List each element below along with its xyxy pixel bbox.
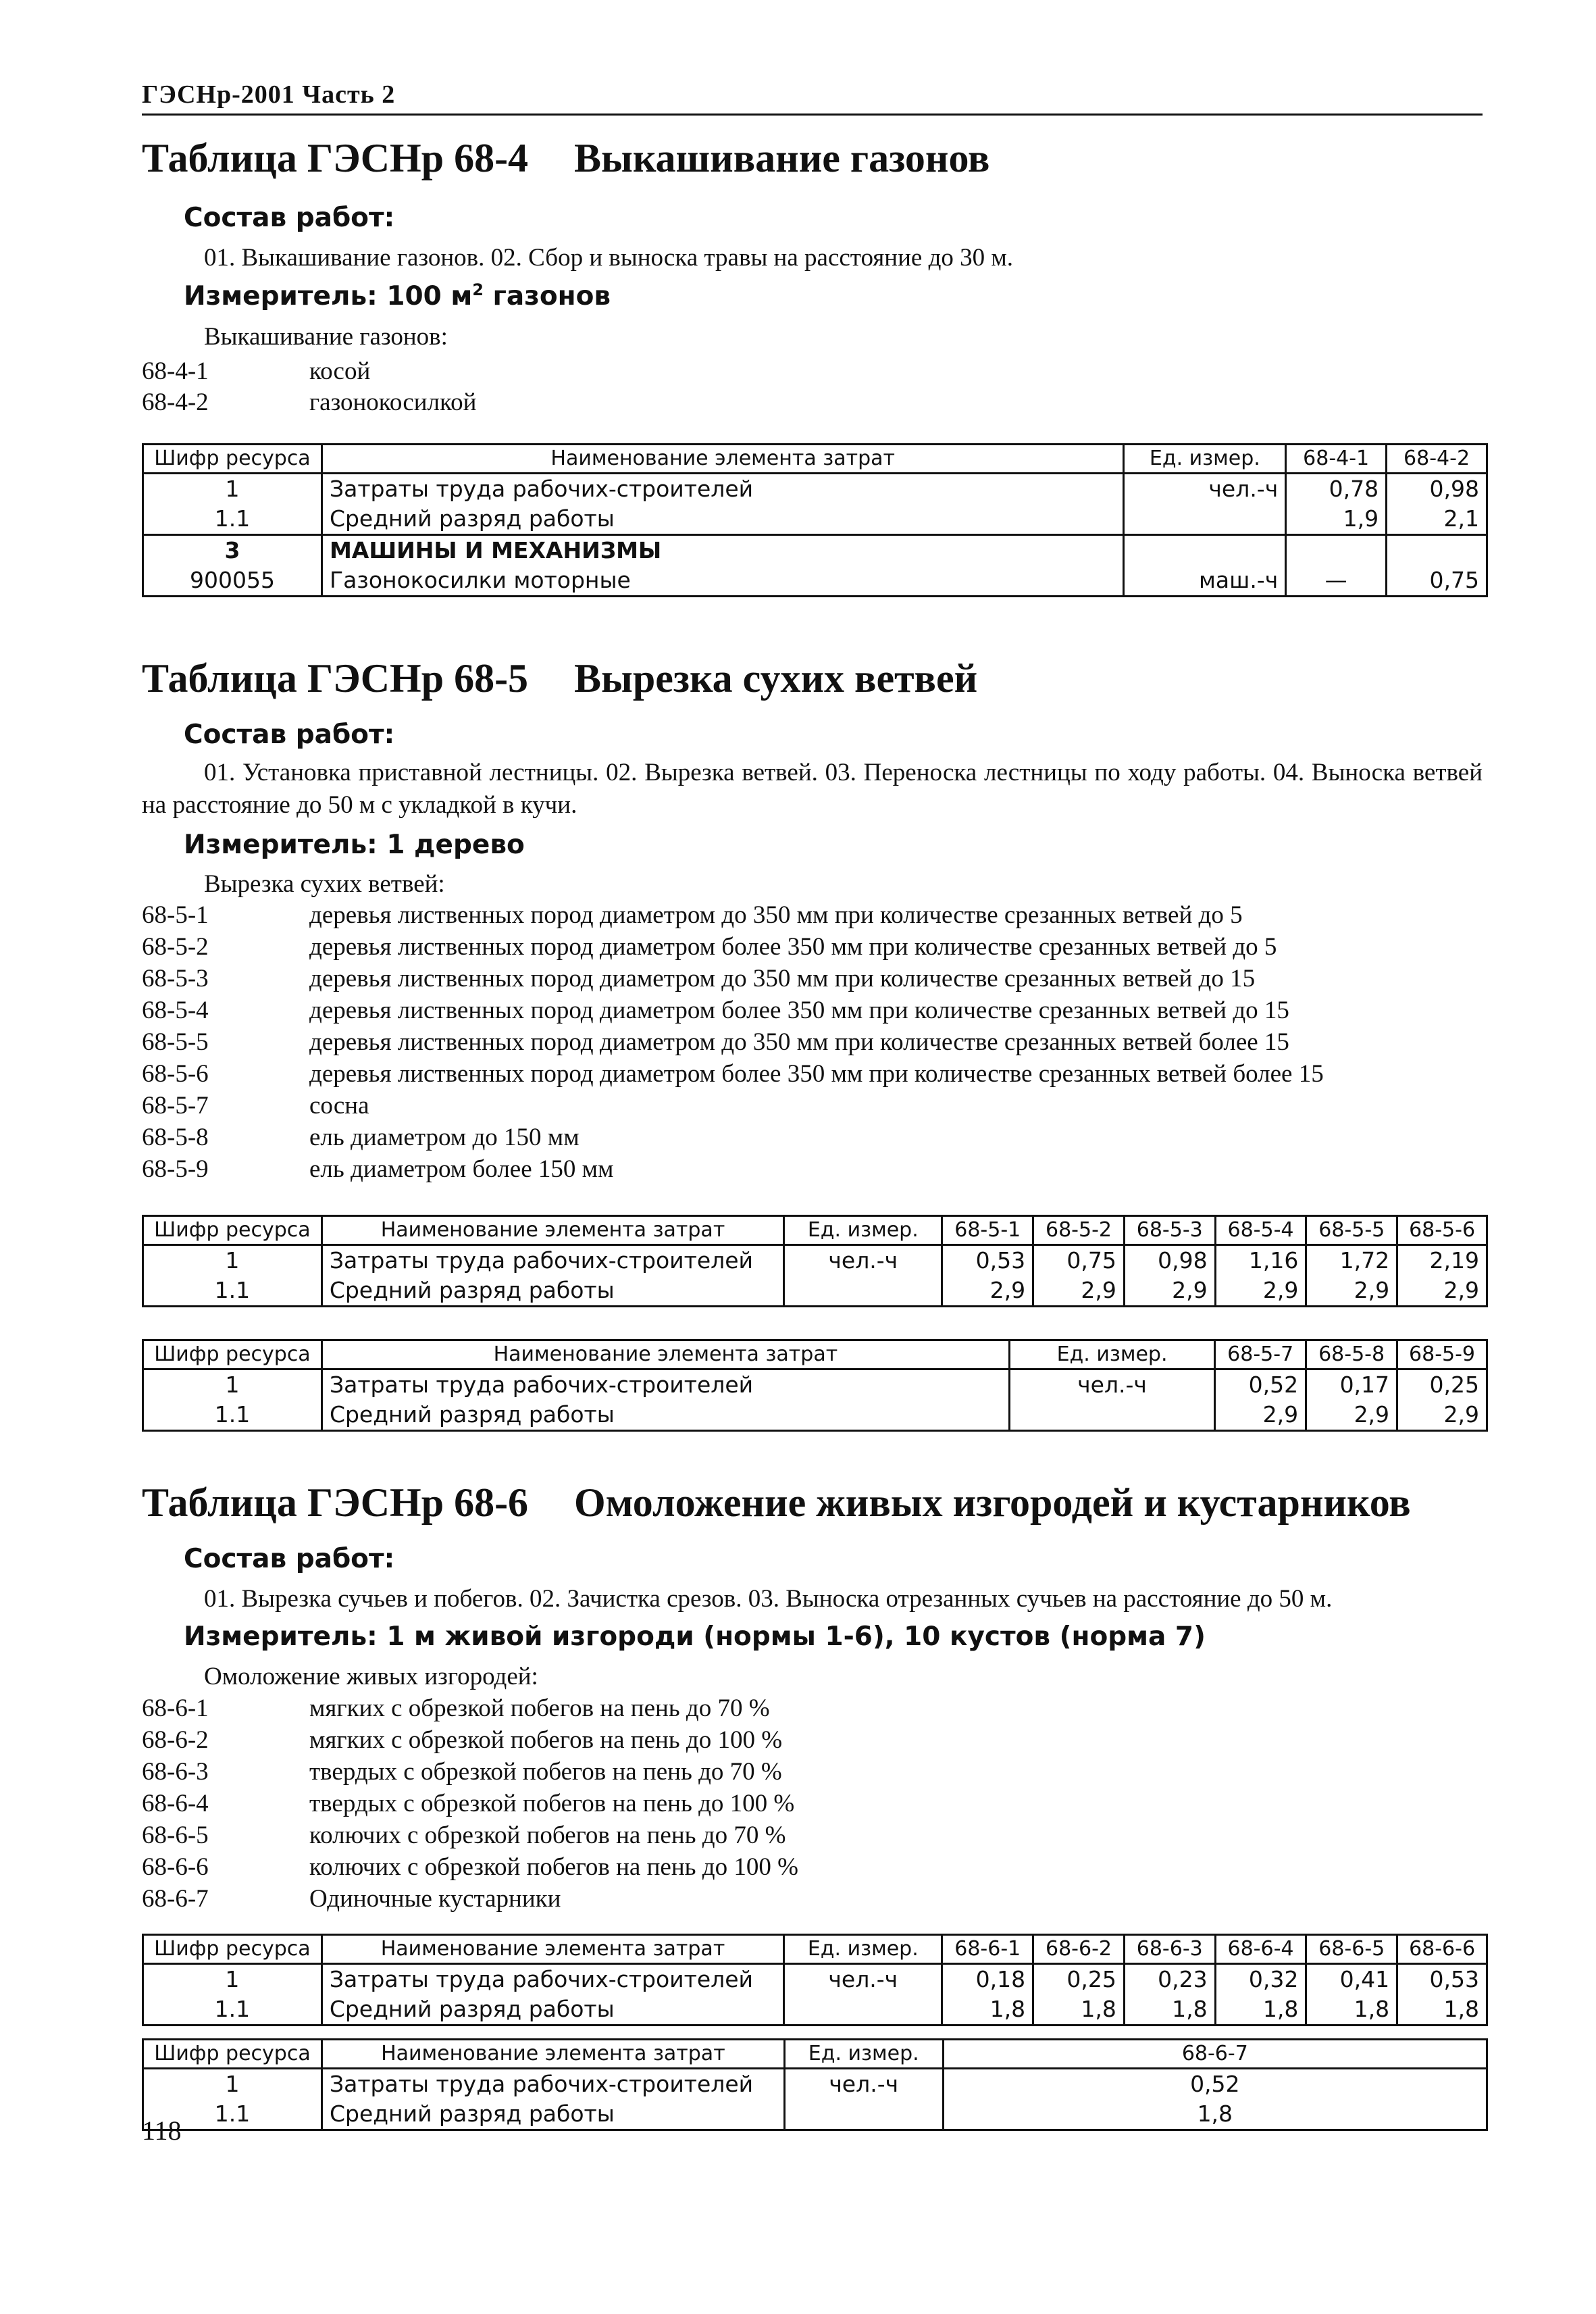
table-68-6-grid-b [142,2038,1488,2131]
norm-item: 68-5-1 деревья лиственных пород диаметром до 350 мм при количестве срезанных ветвей до 5 [142,901,1243,929]
norm-item: 68-6-3 твердых с обрезкой побегов на пень до 70 % [142,1758,782,1786]
norm-item: 68-5-9 ель диаметром более 150 мм [142,1155,614,1183]
norm-item: 68-6-6 колючих с обрезкой побегов на пень до 100 % [142,1853,798,1881]
table-row: 1 Затраты труда рабочих-строителей чел.-ч 0,52 [143,2069,1487,2100]
table-row: 1.1 Средний разряд работы 1,8 [143,2099,1487,2130]
table-row: 1.1 Средний разряд работы 1,8 1,8 1,8 1,8 1,8 1,8 [143,1994,1487,2026]
table-68-5-meter: Измеритель: 1 дерево [184,830,525,860]
table-68-4-grid [142,443,1488,597]
table-68-6-meter: Измеритель: 1 м живой изгороди (нормы 1-6), 10 кустов (норма 7) [184,1621,1206,1652]
table-68-4-name: Выкашивание газонов [574,136,990,180]
table-68-4-work: 01. Выкашивание газонов. 02. Сбор и выноска травы на расстояние до 30 м. [204,244,1014,272]
meter-superscript: 2 [472,280,484,299]
table-68-6-work: 01. Вырезка сучьев и побегов. 02. Зачистка срезов. 03. Выноска отрезанных сучьев на расстояние до 50 м. [204,1585,1333,1613]
table-68-5-name: Вырезка сухих ветвей [574,656,978,701]
table-68-6-title [142,1480,1411,1526]
table-header-row: Шифр ресурса Наименование элемента затрат Ед. измер. 68-5-7 68-5-8 68-5-9 [143,1340,1487,1369]
table-header-row: Шифр ресурса Наименование элемента затрат Ед. измер. 68-6-1 68-6-2 68-6-3 68-6-4 68-6-5 68-6-6 [143,1935,1487,1964]
table-68-6-code: Таблица ГЭСНр 68-6 [142,1480,529,1525]
table-68-6-work-label: Состав работ: [184,1544,395,1574]
table-row: 1 Затраты труда рабочих-строителей чел.-ч 0,53 0,75 0,98 1,16 1,72 2,19 [143,1245,1487,1276]
table-row: 1 Затраты труда рабочих-строителей чел.-ч 0,78 0,98 [143,474,1487,505]
table-row: 1.1 Средний разряд работы 1,9 2,1 [143,504,1487,535]
table-68-4-work-label: Состав работ: [184,203,395,233]
table-header-row: Шифр ресурса Наименование элемента затрат Ед. измер. 68-5-1 68-5-2 68-5-3 68-5-4 68-5-5 68-5-6 [143,1216,1487,1245]
norm-item: 68-6-7 Одиночные кустарники [142,1885,561,1913]
norm-item: 68-5-7 сосна [142,1092,369,1120]
table-68-5-grid-b [142,1339,1488,1432]
table-row: 1 Затраты труда рабочих-строителей чел.-ч 0,18 0,25 0,23 0,32 0,41 0,53 [143,1964,1487,1995]
norm-item: 68-5-5 деревья лиственных пород диаметром до 350 мм при количестве срезанных ветвей более 15 [142,1028,1289,1056]
page-number: 118 [142,2115,182,2146]
norm-item: 68-5-8 ель диаметром до 150 мм [142,1124,580,1151]
table-row: 900055 Газонокосилки моторные маш.-ч — 0,75 [143,565,1487,597]
table-68-6-grid-a [142,1934,1488,2026]
table-68-5-grid-a [142,1215,1488,1307]
table-header-row: Шифр ресурса Наименование элемента затрат Ед. измер. 68-4-1 68-4-2 [143,445,1487,474]
table-68-5-code: Таблица ГЭСНр 68-5 [142,656,529,701]
norm-item: 68-5-6 деревья лиственных пород диаметром более 350 мм при количестве срезанных ветвей более 15 [142,1060,1324,1088]
table-68-4-group: Выкашивание газонов: [204,323,448,351]
table-68-4-code: Таблица ГЭСНр 68-4 [142,136,529,180]
table-68-4-meter: Измеритель: 100 $м^2$ газонов [184,280,611,311]
table-68-5-group: Вырезка сухих ветвей: [204,870,445,898]
table-68-5-norm-list [142,901,1324,1186]
norm-item: 68-6-1 мягких с обрезкой побегов на пень до 70 % [142,1694,770,1722]
header-rule [142,114,1483,116]
table-68-5-work-label: Состав работ: [184,720,395,750]
table-68-6-group: Омоложение живых изгородей: [204,1663,538,1690]
table-68-5-title [142,655,977,702]
table-row: 1.1 Средний разряд работы 2,9 2,9 2,9 [143,1400,1487,1431]
table-68-6-norm-list [142,1694,798,1916]
norm-item: 68-4-2 газонокосилкой [142,388,477,416]
table-68-6-name: Омоложение живых изгородей и кустарников [574,1480,1411,1525]
table-row: 3 МАШИНЫ И МЕХАНИЗМЫ [143,535,1487,566]
norm-item: 68-5-4 деревья лиственных пород диаметром более 350 мм при количестве срезанных ветвей до 15 [142,997,1289,1024]
norm-item: 68-5-2 деревья лиственных пород диаметром более 350 мм при количестве срезанных ветвей до 5 [142,933,1277,961]
running-header: ГЭСНр-2001 Часть 2 [142,80,396,109]
table-row: 1.1 Средний разряд работы 2,9 2,9 2,9 2,9 2,9 2,9 [143,1276,1487,1307]
norm-item: 68-5-3 деревья лиственных пород диаметром до 350 мм при количестве срезанных ветвей до 15 [142,965,1256,992]
norm-item: 68-6-4 твердых с обрезкой побегов на пень до 100 % [142,1790,795,1817]
norm-item: 68-4-1 косой [142,357,371,385]
norm-item: 68-6-5 колючих с обрезкой побегов на пень до 70 % [142,1821,786,1849]
table-row: 1 Затраты труда рабочих-строителей чел.-ч 0,52 0,17 0,25 [143,1369,1487,1401]
table-68-4-norm-list [142,357,476,419]
norm-item: 68-6-2 мягких с обрезкой побегов на пень до 100 % [142,1726,783,1754]
table-68-4-title [142,135,989,182]
table-68-5-work: 01. Установка приставной лестницы. 02. Вырезка ветвей. 03. Переноска лестницы по ходу работы. 04. Выноска ветвей на расстояние до 50 м с укладкой в кучи. [142,759,1483,819]
table-header-row: Шифр ресурса Наименование элемента затрат Ед. измер. 68-6-7 [143,2040,1487,2069]
